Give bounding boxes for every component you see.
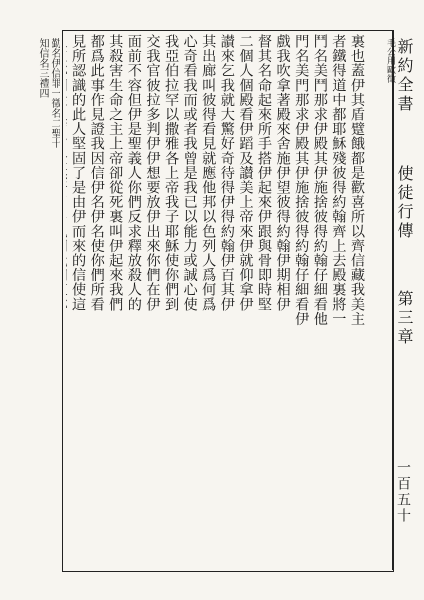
running-header [392, 30, 415, 570]
text-column: 督其名命起來所手搭伊起來伊跟與骨即時堅 [256, 34, 273, 312]
chapter-label: 第三章 [395, 290, 414, 347]
margin-note: 伊 [49, 58, 60, 68]
text-column: 裏也蓋伊其盾躄餓都是歡喜所以齊信藏我美主 [349, 34, 365, 326]
margin-note: 徵 [49, 98, 60, 108]
top-note: 徵 [385, 74, 395, 83]
scripture-body [66, 34, 366, 564]
text-column: 我亞伯拉罕以撒雅各上帝我子耶穌使你們到 [163, 34, 180, 312]
text-column: 其出廊叫彼得看見就應他邦以色列人爲何爲 [200, 34, 217, 312]
margin-note: 罪 [49, 78, 60, 88]
margin-note: 四 [37, 88, 48, 98]
margin-note: 名 [49, 108, 60, 118]
text-column: 交我官彼拉多判伊伊想要放伊出來你們在伊 [144, 34, 161, 312]
margin-note: 名 [37, 58, 48, 68]
margin-notes-top [385, 38, 394, 83]
text-column: 見所認識的此人堅固了是由伊而來的信使這 [70, 34, 87, 312]
section-title: 使徒行傳 [395, 165, 414, 241]
book-title: 新約全書 [395, 38, 414, 114]
page-number: 一百五十 [395, 460, 411, 524]
text-column: 其殺害生命之主上帝卻從死裏叫伊起來我們 [107, 34, 124, 312]
margin-notes-left [6, 38, 60, 148]
margin-note: 知 [37, 38, 48, 48]
top-note: 毛公用 [385, 38, 395, 65]
top-note: 歐 [385, 65, 395, 74]
margin-note: 十 [49, 138, 60, 148]
text-column: 都爲此事作見證我因信伊名伊名使你們所看 [88, 34, 105, 312]
margin-note: 一 [49, 88, 60, 98]
margin-note: 二 [49, 118, 60, 128]
text-column: 心奇看我而或者我曾是我已以能力或誠心使 [181, 34, 198, 312]
margin-note: 名 [49, 48, 60, 58]
text-column: 門名美門那求伊殿其伊施捨彼得約翰仔細看伊 [293, 34, 310, 326]
text-column: 讃來乞我就大驚好奇待得伊得約翰伊百其伊 [218, 34, 235, 312]
margin-note: 三 [37, 68, 48, 78]
text-column: 者鐵得道中都耶穌殘彼得約翰齊上去殿裏將一 [330, 34, 347, 326]
margin-note: 勤 [49, 38, 60, 48]
text-column: 鬥名美鬥那求伊殿其伊施捨彼得約翰仔細看他 [311, 34, 328, 326]
margin-note: 禮 [37, 78, 48, 88]
text-column: 戲我吹拿著殿來舍施伊望彼得約翰伊期相伊 [274, 34, 291, 312]
text-column: 面前不容但伊是聖義人你們反求釋放殺人的 [125, 34, 142, 312]
margin-note: 信 [49, 68, 60, 78]
margin-note: 聖 [49, 128, 60, 138]
text-column: 二個人個殿看伊蹈及讃美上帝來伊就仰拿伊 [237, 34, 254, 312]
margin-note: 信 [37, 48, 48, 58]
text-column [66, 34, 69, 564]
